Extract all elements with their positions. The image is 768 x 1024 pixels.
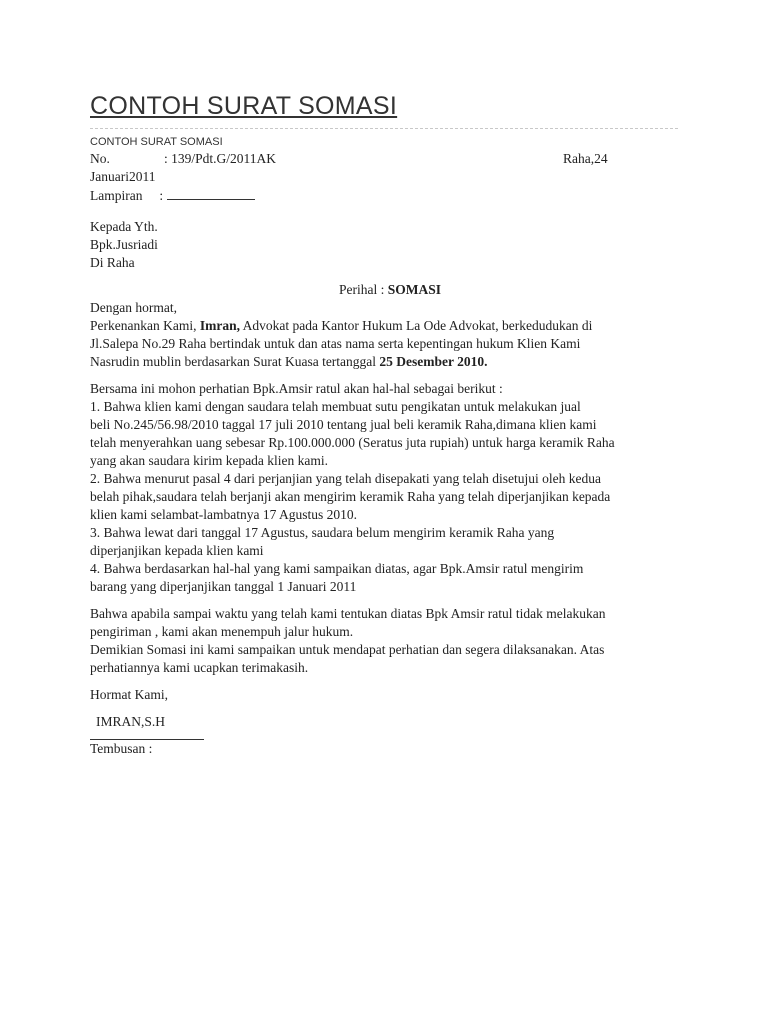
points-line: belah pihak,saudara telah berjanji akan mengirim keramik Raha yang telah diperjanjikan kepada [90, 489, 611, 504]
place-date-second: Januari2011 [90, 169, 156, 184]
intro-text: Advokat pada Kantor Hukum La Ode Advokat, berkedudukan di [239, 318, 593, 333]
power-of-attorney-date: 25 Desember 2010. [379, 354, 488, 369]
points-line: barang yang diperjanjikan tanggal 1 Januari 2011 [90, 579, 357, 594]
subject-value: SOMASI [387, 282, 441, 297]
attachment-row [90, 186, 690, 205]
recipient-line: Bpk.Jusriadi [90, 237, 158, 252]
closing-line: perhatiannya kami ucapkan terimakasih. [90, 660, 309, 675]
page-title: CONTOH SURAT SOMASI [90, 92, 398, 120]
recipient-line: Di Raha [90, 255, 135, 270]
advocate-name: Imran, [199, 318, 240, 333]
points-line: beli No.245/56.98/2010 taggal 17 juli 2010 tentang jual beli keramik Raha,dimana klien kami [90, 417, 597, 432]
regards: Hormat Kami, [90, 687, 168, 702]
letter-body [90, 150, 690, 758]
signer-name: IMRAN,S.H [96, 714, 166, 729]
attachment-blank-line [167, 186, 255, 200]
points-line: 3. Bahwa lewat dari tanggal 17 Agustus, saudara belum mengirim keramik Raha yang [90, 525, 555, 540]
attachment-label: Lampiran [90, 188, 143, 203]
letter-subtitle: CONTOH SURAT SOMASI [90, 136, 223, 148]
intro-line [90, 353, 690, 371]
points-line: diperjanjikan kepada klien kami [90, 543, 264, 558]
signature-line [90, 731, 204, 740]
points-line: klien kami selambat-lambatnya 17 Agustus 2010. [90, 507, 357, 522]
salutation: Dengan hormat, [90, 300, 177, 315]
place-date-first: Raha,24 [563, 151, 608, 166]
letter-number-label: No. [90, 151, 110, 166]
closing-line: Bahwa apabila sampai waktu yang telah kami tentukan diatas Bpk Amsir ratul tidak melakukan [90, 606, 606, 621]
points-line: 2. Bahwa menurut pasal 4 dari perjanjian yang telah disepakati yang telah disetujui oleh kedua [90, 471, 601, 486]
points-line: telah menyerahkan uang sebesar Rp.100.000.000 (Seratus juta rupiah) untuk harga keramik Raha [90, 435, 615, 450]
subject-label: Perihal : [338, 282, 385, 297]
intro-text: Nasrudin mublin berdasarkan Surat Kuasa tertanggal [90, 354, 377, 369]
attachment-separator: : [159, 188, 164, 203]
title-divider [90, 128, 678, 129]
points-line: yang akan saudara kirim kepada klien kami. [90, 453, 329, 468]
letter-number-row [90, 150, 690, 168]
points-line: Bersama ini mohon perhatian Bpk.Amsir ratul akan hal-hal sebagai berikut : [90, 381, 503, 396]
copy-to: Tembusan : [90, 741, 153, 756]
closing-line: pengiriman , kami akan menempuh jalur hukum. [90, 624, 354, 639]
letter-number-value: : 139/Pdt.G/2011AK [164, 151, 277, 166]
intro-line: Jl.Salepa No.29 Raha bertindak untuk dan atas nama serta kepentingan hukum Klien Kami [90, 336, 581, 351]
intro-text: Perkenankan Kami, [90, 318, 197, 333]
recipient-line: Kepada Yth. [90, 219, 158, 234]
intro-line [90, 317, 690, 335]
closing-line: Demikian Somasi ini kami sampaikan untuk mendapat perhatian dan segera dilaksanakan. Atas [90, 642, 605, 657]
points-line: 1. Bahwa klien kami dengan saudara telah membuat sutu pengikatan untuk melakukan jual [90, 399, 581, 414]
points-line: 4. Bahwa berdasarkan hal-hal yang kami sampaikan diatas, agar Bpk.Amsir ratul mengirim [90, 561, 584, 576]
subject-line [90, 281, 690, 299]
